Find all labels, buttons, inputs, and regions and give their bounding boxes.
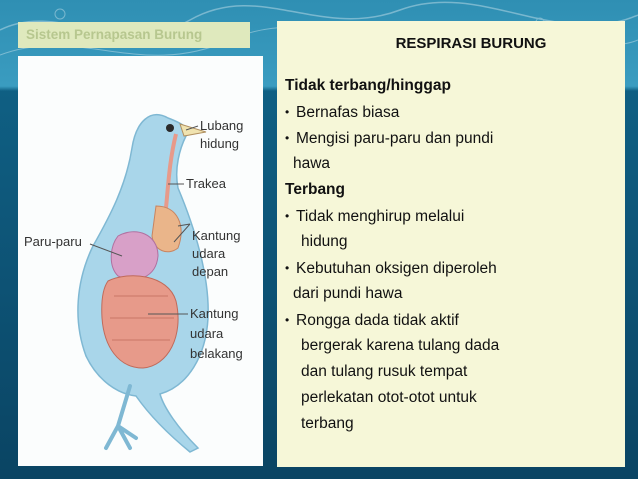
bullet-item: • Kebutuhan oksigen diperoleh xyxy=(285,255,617,281)
bullet-icon: • xyxy=(285,313,290,327)
lung xyxy=(111,232,158,280)
bird-eye xyxy=(166,124,174,132)
bullet-icon: • xyxy=(285,131,290,145)
bird-respiratory-diagram xyxy=(18,56,263,466)
bullet-continuation: terbang xyxy=(301,415,354,432)
bullet-item: • Mengisi paru-paru dan pundi xyxy=(285,125,617,151)
bullet-item: • Bernafas biasa xyxy=(285,99,617,125)
bullet-continuation: perlekatan otot-otot untuk xyxy=(301,389,477,406)
label-kantung-depan-2: udara xyxy=(192,246,226,261)
label-kantung-depan-1: Kantung xyxy=(192,228,241,243)
bullet-icon: • xyxy=(285,209,290,223)
label-lubang-hidung-2: hidung xyxy=(200,136,240,151)
bullet-continuation: dan tulang rusuk tempat xyxy=(301,363,468,380)
label-kantung-depan-3: depan xyxy=(192,264,229,279)
section-heading-hinggap: Tidak terbang/hinggap xyxy=(285,77,451,94)
section-header-label: Sistem Pernapasan Burung xyxy=(18,22,250,48)
bullet-item: • Rongga dada tidak aktif xyxy=(285,307,617,333)
bullet-continuation: dari pundi hawa xyxy=(293,285,403,302)
bullet-icon: • xyxy=(285,105,290,119)
bullet-continuation: bergerak karena tulang dada xyxy=(301,337,500,354)
label-kantung-belakang-2: udara xyxy=(190,326,224,341)
label-kantung-belakang-3: belakang xyxy=(190,346,243,361)
section-heading-terbang: Terbang xyxy=(285,181,345,198)
content-panel xyxy=(277,21,625,467)
label-kantung-belakang-1: Kantung xyxy=(190,306,239,321)
bullet-continuation: hidung xyxy=(301,233,348,250)
label-trakea: Trakea xyxy=(186,176,226,191)
bullet-item: • Tidak menghirup melalui xyxy=(285,203,617,229)
bullet-icon: • xyxy=(285,261,290,275)
label-lubang-hidung-1: Lubang xyxy=(200,118,244,133)
bullet-continuation: hawa xyxy=(293,155,331,172)
slide-title: RESPIRASI BURUNG xyxy=(395,35,547,52)
label-paru-paru: Paru-paru xyxy=(24,234,82,249)
